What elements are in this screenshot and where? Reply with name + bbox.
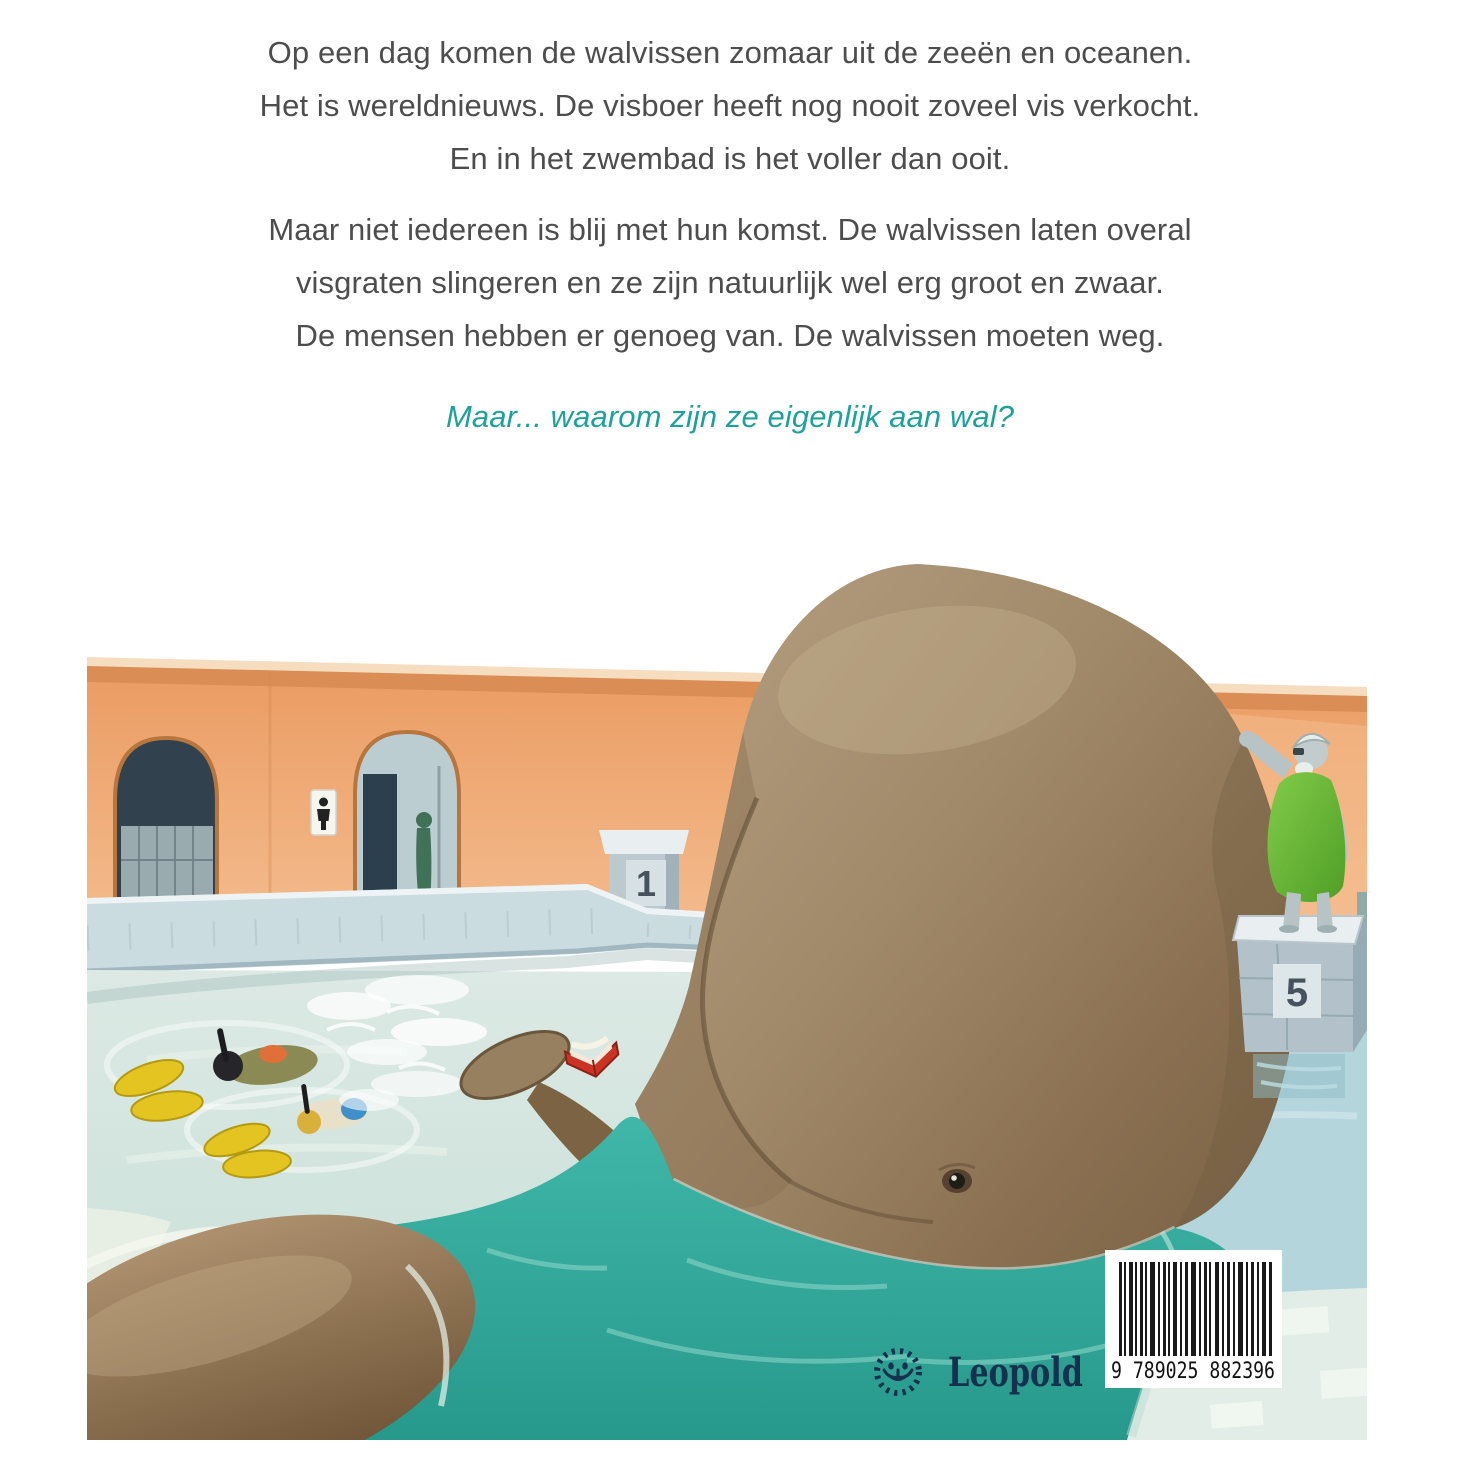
whale	[635, 564, 1296, 1270]
green-swimsuit	[1267, 772, 1345, 902]
cover-illustration	[87, 560, 1367, 1440]
blurb-line: visgraten slingeren en ze zijn natuurlijk wel erg groot en zwaar.	[295, 265, 1165, 300]
back-cover-blurb	[0, 26, 1460, 438]
blurb-line: Het is wereldnieuws. De visboer heeft nog nooit zoveel vis verkocht.	[259, 88, 1201, 123]
blurb-line: Op een dag komen de walvissen zomaar uit de zeeën en oceanen.	[267, 35, 1193, 70]
blurb-line: Maar niet iedereen is blij met hun komst. De walvissen laten overal	[268, 212, 1192, 247]
publisher-name: Leopold	[948, 1349, 1084, 1396]
blurb-paragraph-1	[0, 26, 1460, 185]
blurb-line: De mensen hebben er genoeg van. De walvissen moeten weg.	[295, 318, 1165, 353]
barcode	[1105, 1250, 1282, 1388]
barcode-number: 9 789025 882396	[1111, 1359, 1275, 1384]
blurb-line: En in het zwembad is het voller dan ooit.	[449, 141, 1011, 176]
toilet-sign	[311, 790, 336, 835]
blurb-paragraph-2	[0, 203, 1460, 362]
block-5-number: 5	[1285, 971, 1309, 1015]
teaser-question: Maar... waarom zijn ze eigenlijk aan wal?	[445, 399, 1015, 434]
block-1-number: 1	[635, 863, 657, 904]
